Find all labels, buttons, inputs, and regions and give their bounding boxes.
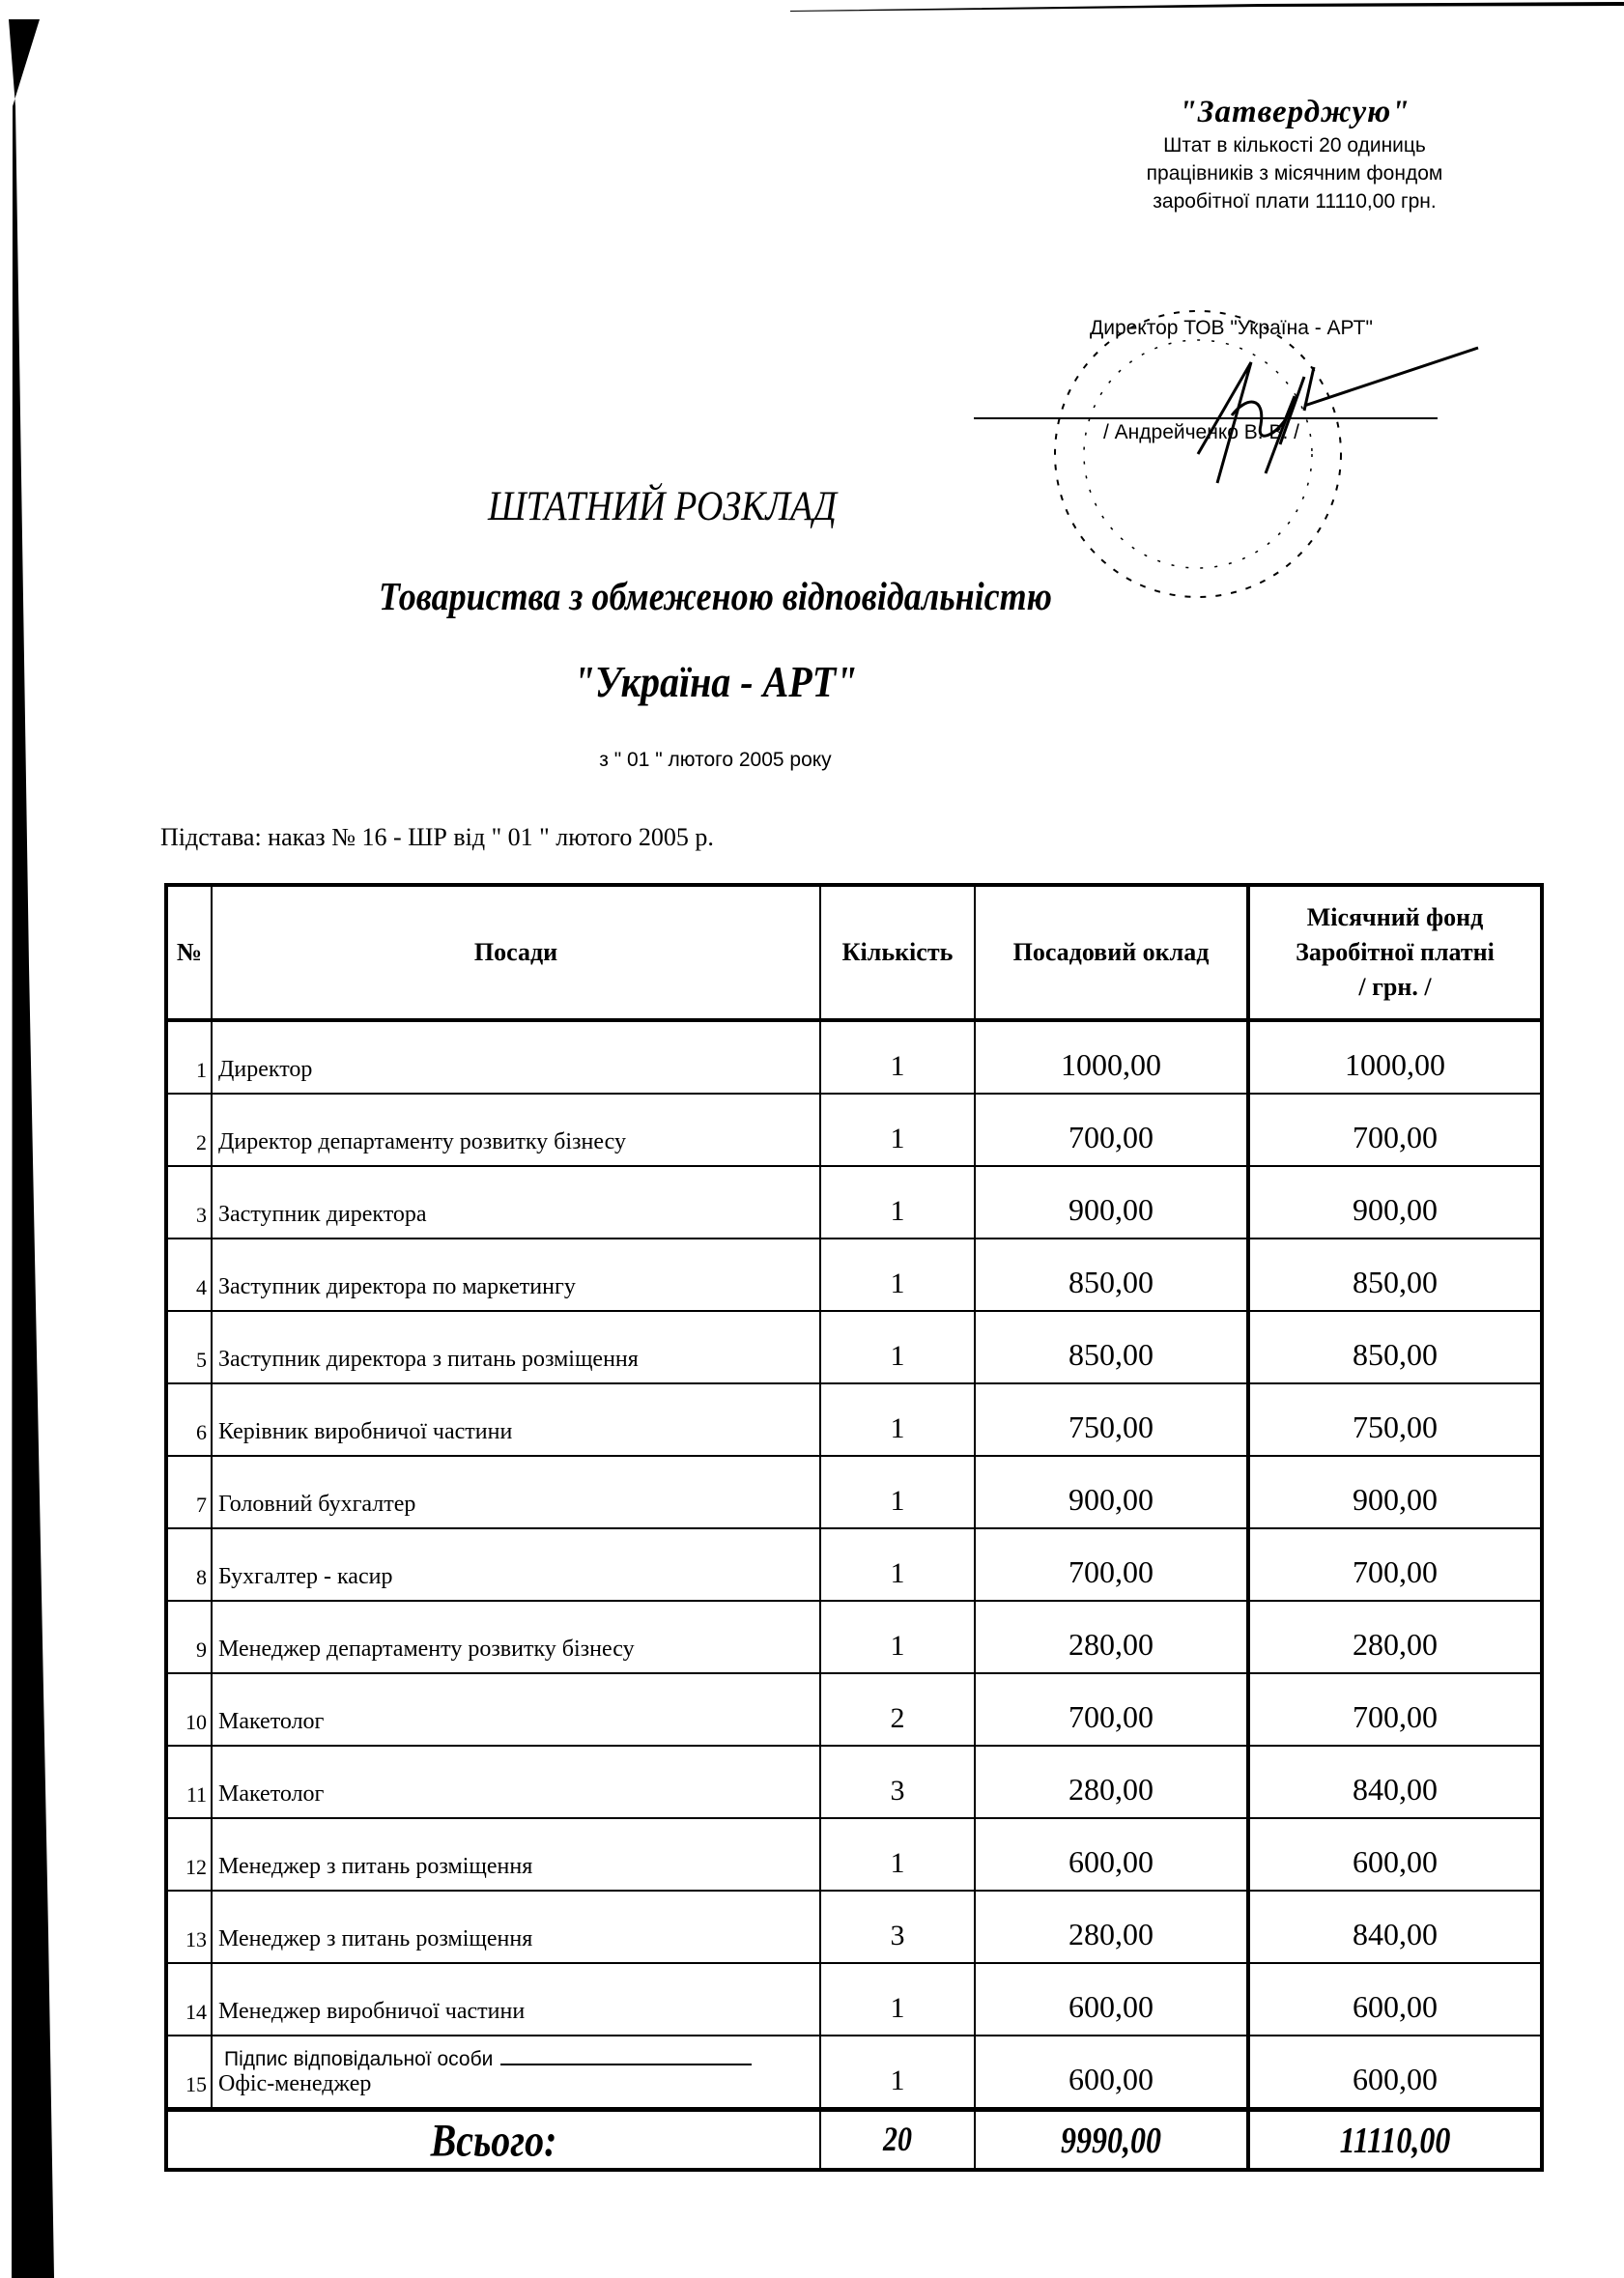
approval-line: працівників з місячним фондом [1146, 162, 1443, 185]
row-position: Менеджер з питань розміщення [212, 1818, 820, 1891]
row-fund: 700,00 [1248, 1094, 1542, 1166]
approval-block [1063, 93, 1526, 215]
row-fund: 700,00 [1248, 1673, 1542, 1746]
row-position: Головний бухгалтер [212, 1456, 820, 1528]
table-row [166, 1963, 1542, 2036]
scan-edge-top-artifact [773, 0, 1624, 14]
responsible-label: Підпис відповідальної особи [224, 2048, 494, 2070]
row-salary: 750,00 [975, 1383, 1248, 1456]
approval-title: "Затверджую" [1179, 95, 1410, 129]
total-label-text: Всього: [430, 2114, 557, 2166]
row-salary: 1000,00 [975, 1020, 1248, 1094]
row-fund: 700,00 [1248, 1528, 1542, 1601]
row-salary: 900,00 [975, 1456, 1248, 1528]
row-quantity: 1 [820, 1818, 975, 1891]
row-no: 9 [166, 1601, 212, 1673]
row-no: 15 [166, 2036, 212, 2110]
row-no: 3 [166, 1166, 212, 1239]
header-quantity: Кількість [820, 885, 975, 1020]
row-position: Макетолог [212, 1746, 820, 1818]
row-fund: 600,00 [1248, 1963, 1542, 2036]
total-quantity-text: 20 [883, 2120, 912, 2159]
row-quantity: 1 [820, 1963, 975, 2036]
approval-line: Штат в кількості 20 одиниць [1163, 134, 1426, 157]
row-position: Менеджер виробничої частини [212, 1963, 820, 2036]
total-label [166, 2110, 820, 2171]
total-quantity [820, 2110, 975, 2171]
row-salary: 700,00 [975, 1528, 1248, 1601]
row-position: Макетолог [212, 1673, 820, 1746]
table-total-row [166, 2110, 1542, 2171]
row-fund: 1000,00 [1248, 1020, 1542, 1094]
table-row [166, 1456, 1542, 1528]
row-salary: 280,00 [975, 1891, 1248, 1963]
row-quantity: 1 [820, 2036, 975, 2110]
row-quantity: 1 [820, 1311, 975, 1383]
row-quantity: 2 [820, 1673, 975, 1746]
row-salary: 280,00 [975, 1601, 1248, 1673]
row-salary: 850,00 [975, 1239, 1248, 1311]
row-quantity: 1 [820, 1020, 975, 1094]
row-quantity: 1 [820, 1383, 975, 1456]
organization-type: Товариства з обмеженою відповідальністю [379, 574, 1052, 618]
signature-line [974, 417, 1438, 419]
responsible-signature [224, 2046, 752, 2071]
row-no: 2 [166, 1094, 212, 1166]
total-salary-text: 9990,00 [1061, 2118, 1161, 2160]
row-position: Офіс-менеджер [212, 2036, 820, 2110]
row-position: Керівник виробничої частини [212, 1383, 820, 1456]
row-quantity: 1 [820, 1456, 975, 1528]
row-no: 14 [166, 1963, 212, 2036]
row-salary: 900,00 [975, 1166, 1248, 1239]
row-fund: 900,00 [1248, 1166, 1542, 1239]
document-title: ШТАТНИЙ РОЗКЛАД [488, 482, 837, 530]
row-salary: 600,00 [975, 1818, 1248, 1891]
row-fund: 600,00 [1248, 1818, 1542, 1891]
row-quantity: 1 [820, 1166, 975, 1239]
row-no: 6 [166, 1383, 212, 1456]
row-fund: 280,00 [1248, 1601, 1542, 1673]
table-row [166, 1891, 1542, 1963]
staff-schedule-table [164, 883, 1544, 2172]
approval-line: заробітної плати 11110,00 грн. [1153, 190, 1437, 213]
row-position: Заступник директора по маркетингу [212, 1239, 820, 1311]
row-salary: 700,00 [975, 1673, 1248, 1746]
header-fund [1248, 885, 1542, 1020]
header-salary: Посадовий оклад [975, 885, 1248, 1020]
table-row [166, 1528, 1542, 1601]
row-position: Бухгалтер - касир [212, 1528, 820, 1601]
row-fund: 850,00 [1248, 1239, 1542, 1311]
director-name: / Андрейченко В. В. / [1103, 421, 1299, 443]
row-fund: 750,00 [1248, 1383, 1542, 1456]
table-row [166, 1601, 1542, 1673]
row-fund: 840,00 [1248, 1746, 1542, 1818]
row-fund: 900,00 [1248, 1456, 1542, 1528]
header-no: № [166, 885, 212, 1020]
row-position: Заступник директора з питань розміщення [212, 1311, 820, 1383]
row-salary: 850,00 [975, 1311, 1248, 1383]
row-quantity: 3 [820, 1891, 975, 1963]
row-position: Менеджер департаменту розвитку бізнесу [212, 1601, 820, 1673]
row-salary: 600,00 [975, 2036, 1248, 2110]
row-no: 5 [166, 1311, 212, 1383]
row-no: 12 [166, 1818, 212, 1891]
row-fund: 850,00 [1248, 1311, 1542, 1383]
effective-date: з " 01 " лютого 2005 року [599, 749, 832, 771]
row-quantity: 1 [820, 1528, 975, 1601]
header-fund-line: Місячний фонд [1306, 903, 1484, 931]
table-header-row [166, 885, 1542, 1020]
company-name: "Україна - АРТ" [573, 656, 858, 707]
header-position: Посади [212, 885, 820, 1020]
row-position: Директор [212, 1020, 820, 1094]
responsible-signature-line [500, 2046, 752, 2065]
table-row [166, 1383, 1542, 1456]
total-salary [975, 2110, 1248, 2171]
table-row [166, 1094, 1542, 1166]
director-title: Директор ТОВ "Україна - АРТ" [1090, 317, 1373, 339]
row-quantity: 3 [820, 1746, 975, 1818]
header-fund-line: / грн. / [1358, 973, 1432, 1001]
row-no: 7 [166, 1456, 212, 1528]
row-fund: 840,00 [1248, 1891, 1542, 1963]
header-fund-line: Заробітної платні [1296, 938, 1495, 966]
row-no: 8 [166, 1528, 212, 1601]
total-fund-text: 11110,00 [1339, 2118, 1451, 2160]
row-position: Директор департаменту розвитку бізнесу [212, 1094, 820, 1166]
row-no: 13 [166, 1891, 212, 1963]
total-fund [1248, 2110, 1542, 2171]
row-position: Заступник директора [212, 1166, 820, 1239]
table-row [166, 1166, 1542, 1239]
row-quantity: 1 [820, 1094, 975, 1166]
table-row [166, 1311, 1542, 1383]
table-row [166, 1746, 1542, 1818]
row-salary: 700,00 [975, 1094, 1248, 1166]
row-fund: 600,00 [1248, 2036, 1542, 2110]
row-salary: 280,00 [975, 1746, 1248, 1818]
scan-edge-artifact [0, 0, 58, 2278]
table-row [166, 1673, 1542, 1746]
order-basis: Підстава: наказ № 16 - ШР від " 01 " лютого 2005 р. [160, 823, 714, 851]
row-no: 10 [166, 1673, 212, 1746]
row-no: 4 [166, 1239, 212, 1311]
row-no: 11 [166, 1746, 212, 1818]
table-row [166, 1020, 1542, 1094]
row-quantity: 1 [820, 1601, 975, 1673]
row-no: 1 [166, 1020, 212, 1094]
row-quantity: 1 [820, 1239, 975, 1311]
row-salary: 600,00 [975, 1963, 1248, 2036]
table-row [166, 1239, 1542, 1311]
row-position: Менеджер з питань розміщення [212, 1891, 820, 1963]
table-row [166, 1818, 1542, 1891]
